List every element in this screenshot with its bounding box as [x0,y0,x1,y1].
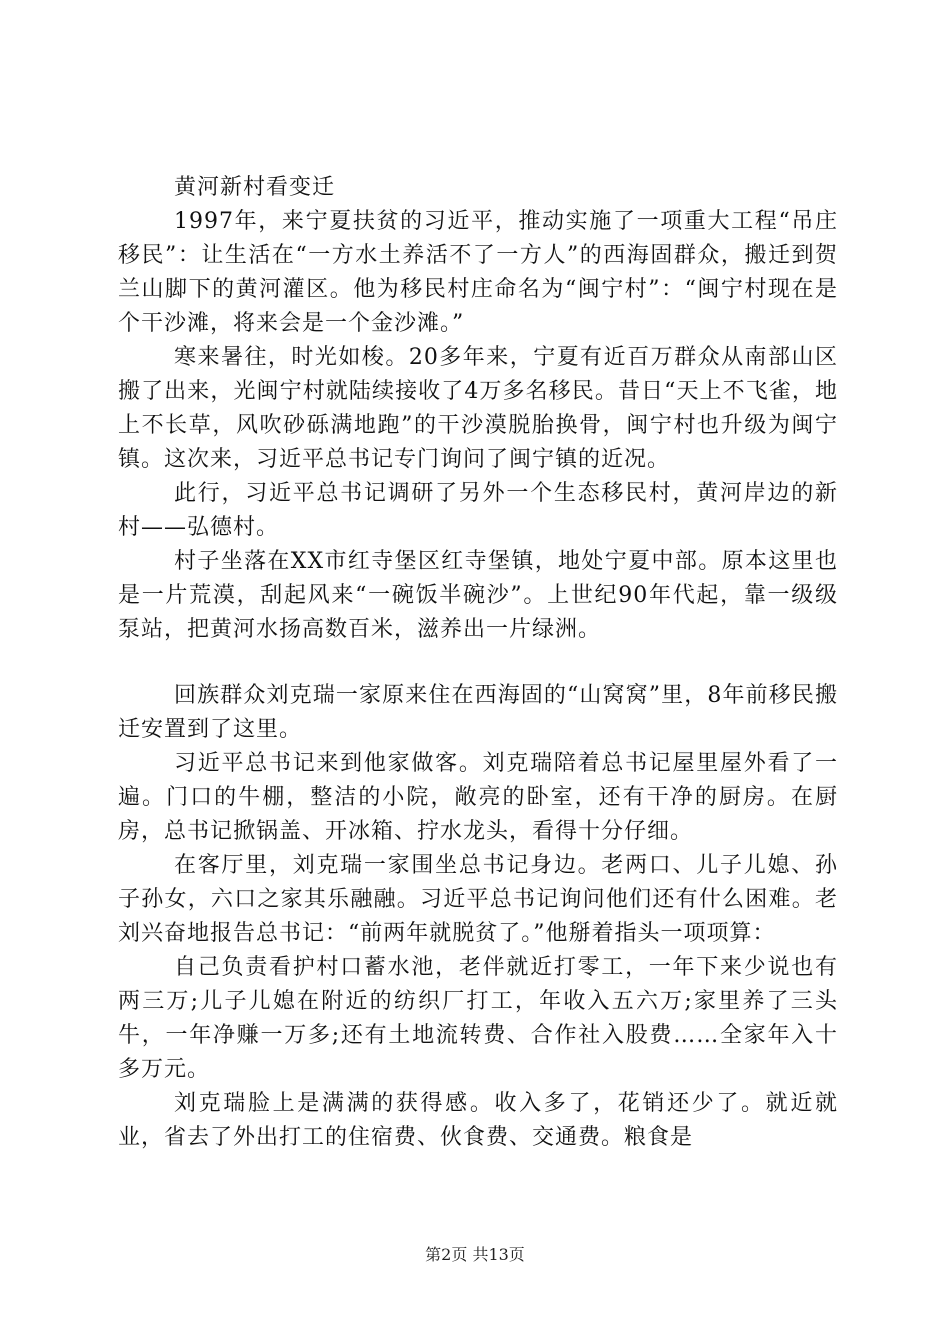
paragraph-8: 自己负责看护村口蓄水池，老伴就近打零工，一年下来少说也有两三万;儿子儿媳在附近的纺织厂打工，年收入五六万;家里养了三头牛，一年净赚一万多;还有土地流转费、合作社入股费……全家年入十多万元。 [118,955,838,1082]
paragraph-3: 此行，习近平总书记调研了另外一个生态移民村，黄河岸边的新村——弘德村。 [118,481,838,540]
paragraph-1: 1997年，来宁夏扶贫的习近平，推动实施了一项重大工程“吊庄移民”：让生活在“一方水土养活不了一方人”的西海固群众，搬迁到贺兰山脚下的黄河灌区。他为移民村庄命名为“闽宁村”：“闽宁村现在是个干沙滩，将来会是一个金沙滩。” [118,209,838,336]
paragraph-6: 习近平总书记来到他家做客。刘克瑞陪着总书记屋里屋外看了一遍。门口的牛棚，整洁的小院，敞亮的卧室，还有干净的厨房。在厨房，总书记掀锅盖、开冰箱、拧水龙头，看得十分仔细。 [118,751,838,844]
paragraph-7: 在客厅里，刘克瑞一家围坐总书记身边。老两口、儿子儿媳、孙子孙女，六口之家其乐融融。习近平总书记询问他们还有什么困难。老刘兴奋地报告总书记：“前两年就脱贫了。”他掰着指头一项项算： [118,853,838,946]
paragraph-9: 刘克瑞脸上是满满的获得感。收入多了，花销还少了。就近就业，省去了外出打工的住宿费、伙食费、交通费。粮食是 [118,1091,838,1150]
paragraph-5: 回族群众刘克瑞一家原来住在西海固的“山窝窝”里，8年前移民搬迁安置到了这里。 [118,683,838,742]
document-body [118,171,838,1155]
paragraph-4: 村子坐落在XX市红寺堡区红寺堡镇，地处宁夏中部。原本这里也是一片荒漠，刮起风来“一碗饭半碗沙”。上世纪90年代起，靠一级级泵站，把黄河水扬高数百米，滋养出一片绿洲。 [118,549,838,642]
document-title: 黄河新村看变迁 [174,175,336,200]
paragraph-2: 寒来暑往，时光如梭。20多年来，宁夏有近百万群众从南部山区搬了出来，光闽宁村就陆续接收了4万多名移民。昔日“天上不飞雀，地上不长草，风吹砂砾满地跑”的干沙漠脱胎换骨，闽宁村也升级为闽宁镇。这次来，习近平总书记专门询问了闽宁镇的近况。 [118,345,838,472]
paragraph-gap [118,647,838,679]
page-number-footer: 第2页 共13页 [425,1245,525,1264]
